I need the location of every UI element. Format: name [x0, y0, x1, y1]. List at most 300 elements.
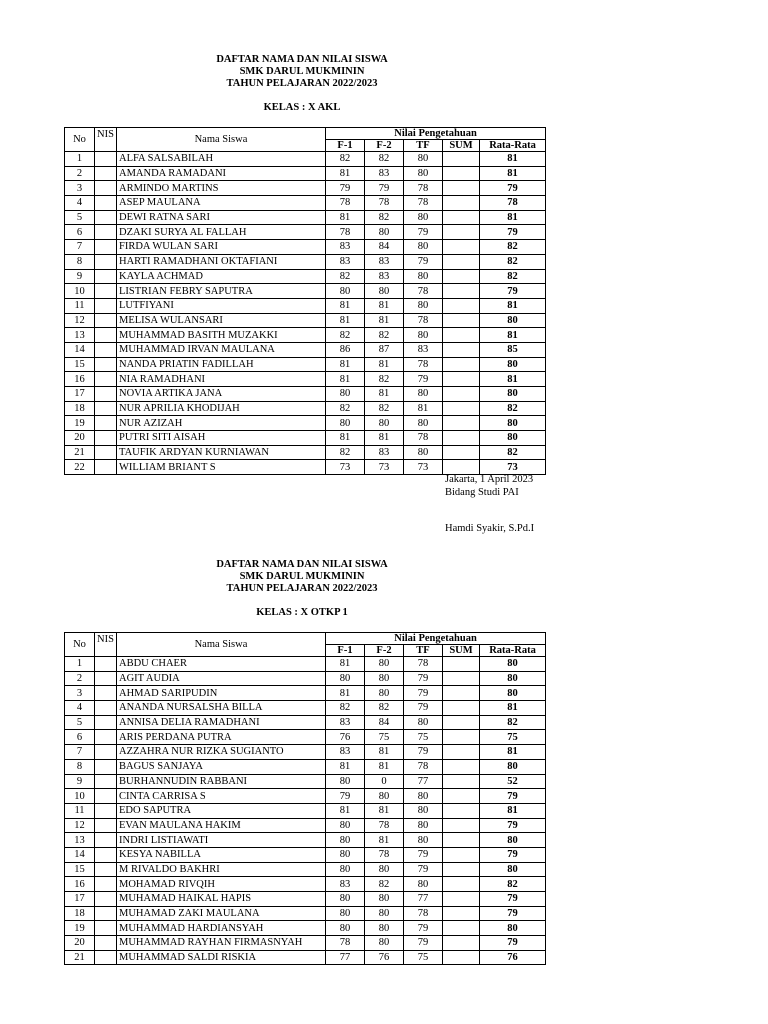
cell-no: 18	[65, 401, 95, 416]
cell-student-name: EVAN MAULANA HAKIM	[117, 818, 326, 833]
cell-tf: 79	[404, 225, 443, 240]
cell-f2: 80	[365, 416, 404, 431]
cell-student-name: KAYLA ACHMAD	[117, 269, 326, 284]
cell-f1: 81	[326, 210, 365, 225]
cell-no: 11	[65, 298, 95, 313]
cell-f2: 83	[365, 269, 404, 284]
cell-sum	[443, 774, 480, 789]
cell-tf: 80	[404, 210, 443, 225]
cell-tf: 83	[404, 342, 443, 357]
cell-rata: 79	[480, 225, 546, 240]
cell-no: 15	[65, 862, 95, 877]
doc2-title-line2: SMK DARUL MUKMININ	[239, 571, 365, 582]
header-sum: SUM	[443, 645, 480, 657]
cell-f2: 83	[365, 254, 404, 269]
cell-nis	[95, 789, 117, 804]
cell-rata: 78	[480, 196, 546, 211]
cell-f2: 82	[365, 152, 404, 167]
cell-nis	[95, 152, 117, 167]
cell-student-name: ABDU CHAER	[117, 657, 326, 672]
cell-f1: 83	[326, 240, 365, 255]
cell-tf: 80	[404, 416, 443, 431]
cell-student-name: MOHAMAD RIVQIH	[117, 877, 326, 892]
cell-rata: 79	[480, 847, 546, 862]
cell-f2: 80	[365, 906, 404, 921]
cell-student-name: MUHAMMAD HARDIANSYAH	[117, 921, 326, 936]
cell-no: 19	[65, 921, 95, 936]
cell-no: 18	[65, 906, 95, 921]
cell-rata: 76	[480, 950, 546, 965]
cell-rata: 81	[480, 298, 546, 313]
cell-student-name: M RIVALDO BAKHRI	[117, 862, 326, 877]
header-no: No	[65, 128, 95, 152]
cell-tf: 80	[404, 803, 443, 818]
cell-student-name: AGIT AUDIA	[117, 671, 326, 686]
table-row	[65, 210, 546, 225]
cell-sum	[443, 240, 480, 255]
table-row	[65, 298, 546, 313]
cell-f2: 83	[365, 166, 404, 181]
table-row	[65, 372, 546, 387]
cell-f2: 81	[365, 387, 404, 402]
cell-nis	[95, 774, 117, 789]
table-row	[65, 196, 546, 211]
cell-student-name: WILLIAM BRIANT S	[117, 460, 326, 475]
header-no: No	[65, 633, 95, 657]
table-row	[65, 431, 546, 446]
cell-no: 10	[65, 789, 95, 804]
cell-rata: 85	[480, 342, 546, 357]
cell-no: 20	[65, 936, 95, 951]
cell-no: 12	[65, 313, 95, 328]
cell-nis	[95, 196, 117, 211]
cell-student-name: LUTFIYANI	[117, 298, 326, 313]
cell-rata: 80	[480, 387, 546, 402]
cell-sum	[443, 730, 480, 745]
header-f2: F-2	[365, 645, 404, 657]
cell-no: 2	[65, 671, 95, 686]
cell-rata: 82	[480, 877, 546, 892]
cell-f2: 80	[365, 686, 404, 701]
header-nis: NIS	[95, 633, 117, 657]
cell-sum	[443, 671, 480, 686]
doc2-grade-table	[64, 632, 546, 965]
cell-nis	[95, 269, 117, 284]
cell-f2: 80	[365, 671, 404, 686]
cell-tf: 78	[404, 196, 443, 211]
cell-tf: 79	[404, 936, 443, 951]
cell-tf: 81	[404, 401, 443, 416]
table-row	[65, 254, 546, 269]
cell-nis	[95, 298, 117, 313]
header-rata: Rata-Rata	[480, 645, 546, 657]
cell-sum	[443, 152, 480, 167]
table-row	[65, 921, 546, 936]
doc1-signer: Hamdi Syakir, S.Pd.I	[445, 523, 535, 534]
header-f2: F-2	[365, 140, 404, 152]
cell-nis	[95, 833, 117, 848]
cell-f2: 80	[365, 892, 404, 907]
cell-nis	[95, 657, 117, 672]
cell-sum	[443, 701, 480, 716]
cell-sum	[443, 803, 480, 818]
cell-student-name: CINTA CARRISA S	[117, 789, 326, 804]
cell-student-name: EDO SAPUTRA	[117, 803, 326, 818]
cell-rata: 79	[480, 284, 546, 299]
cell-rata: 80	[480, 686, 546, 701]
cell-sum	[443, 196, 480, 211]
cell-no: 1	[65, 657, 95, 672]
cell-rata: 81	[480, 166, 546, 181]
header-nis: NIS	[95, 128, 117, 152]
cell-f1: 78	[326, 936, 365, 951]
cell-nis	[95, 328, 117, 343]
cell-f1: 82	[326, 445, 365, 460]
cell-f1: 83	[326, 715, 365, 730]
cell-tf: 80	[404, 789, 443, 804]
cell-f1: 80	[326, 847, 365, 862]
doc1-title-line3: TAHUN PELAJARAN 2022/2023	[226, 78, 378, 89]
cell-no: 2	[65, 166, 95, 181]
cell-nis	[95, 401, 117, 416]
cell-student-name: DZAKI SURYA AL FALLAH	[117, 225, 326, 240]
cell-nis	[95, 701, 117, 716]
cell-nis	[95, 357, 117, 372]
cell-f2: 80	[365, 862, 404, 877]
doc1-place-date: Jakarta, 1 April 2023	[445, 474, 534, 485]
cell-f1: 80	[326, 416, 365, 431]
header-rata: Rata-Rata	[480, 140, 546, 152]
doc2-title-line3: TAHUN PELAJARAN 2022/2023	[226, 583, 378, 594]
cell-nis	[95, 342, 117, 357]
cell-f1: 81	[326, 357, 365, 372]
cell-tf: 73	[404, 460, 443, 475]
cell-sum	[443, 284, 480, 299]
cell-f2: 81	[365, 431, 404, 446]
cell-f2: 80	[365, 789, 404, 804]
cell-sum	[443, 313, 480, 328]
cell-rata: 73	[480, 460, 546, 475]
doc1-class-label: KELAS : X AKL	[263, 102, 341, 113]
cell-nis	[95, 387, 117, 402]
cell-f1: 79	[326, 789, 365, 804]
header-tf: TF	[404, 140, 443, 152]
cell-no: 16	[65, 372, 95, 387]
cell-sum	[443, 892, 480, 907]
cell-tf: 80	[404, 818, 443, 833]
table-row	[65, 774, 546, 789]
cell-tf: 80	[404, 877, 443, 892]
cell-tf: 80	[404, 240, 443, 255]
cell-f2: 81	[365, 298, 404, 313]
cell-tf: 80	[404, 152, 443, 167]
cell-tf: 78	[404, 906, 443, 921]
cell-tf: 75	[404, 950, 443, 965]
cell-tf: 77	[404, 892, 443, 907]
cell-rata: 81	[480, 745, 546, 760]
cell-no: 3	[65, 686, 95, 701]
cell-sum	[443, 818, 480, 833]
cell-nis	[95, 225, 117, 240]
cell-rata: 82	[480, 401, 546, 416]
cell-tf: 78	[404, 357, 443, 372]
cell-no: 20	[65, 431, 95, 446]
cell-student-name: NUR APRILIA KHODIJAH	[117, 401, 326, 416]
cell-f2: 82	[365, 401, 404, 416]
cell-sum	[443, 745, 480, 760]
cell-f1: 82	[326, 269, 365, 284]
table-row	[65, 877, 546, 892]
cell-sum	[443, 225, 480, 240]
cell-no: 9	[65, 269, 95, 284]
cell-f2: 82	[365, 877, 404, 892]
cell-no: 14	[65, 847, 95, 862]
cell-f1: 86	[326, 342, 365, 357]
cell-no: 16	[65, 877, 95, 892]
cell-sum	[443, 833, 480, 848]
table-row	[65, 657, 546, 672]
cell-student-name: MUHAMMAD BASITH MUZAKKI	[117, 328, 326, 343]
cell-rata: 82	[480, 269, 546, 284]
cell-student-name: FIRDA WULAN SARI	[117, 240, 326, 255]
table-row	[65, 387, 546, 402]
table-row	[65, 715, 546, 730]
cell-student-name: MUHAMAD ZAKI MAULANA	[117, 906, 326, 921]
cell-nis	[95, 892, 117, 907]
cell-student-name: AHMAD SARIPUDIN	[117, 686, 326, 701]
cell-f2: 78	[365, 196, 404, 211]
cell-f1: 81	[326, 759, 365, 774]
table-row	[65, 357, 546, 372]
cell-rata: 81	[480, 701, 546, 716]
cell-f2: 80	[365, 284, 404, 299]
cell-rata: 80	[480, 759, 546, 774]
header-sum: SUM	[443, 140, 480, 152]
cell-nis	[95, 372, 117, 387]
cell-student-name: ALFA SALSABILAH	[117, 152, 326, 167]
cell-student-name: PUTRI SITI AISAH	[117, 431, 326, 446]
cell-no: 7	[65, 745, 95, 760]
cell-sum	[443, 921, 480, 936]
cell-sum	[443, 789, 480, 804]
cell-rata: 81	[480, 803, 546, 818]
cell-student-name: NUR AZIZAH	[117, 416, 326, 431]
cell-tf: 78	[404, 284, 443, 299]
cell-student-name: AZZAHRA NUR RIZKA SUGIANTO	[117, 745, 326, 760]
cell-tf: 80	[404, 833, 443, 848]
cell-rata: 79	[480, 936, 546, 951]
cell-sum	[443, 950, 480, 965]
cell-rata: 81	[480, 372, 546, 387]
cell-f1: 80	[326, 671, 365, 686]
cell-student-name: HARTI RAMADHANI OKTAFIANI	[117, 254, 326, 269]
cell-f2: 76	[365, 950, 404, 965]
table-row	[65, 862, 546, 877]
cell-f1: 80	[326, 892, 365, 907]
cell-no: 5	[65, 715, 95, 730]
cell-student-name: ANNISA DELIA RAMADHANI	[117, 715, 326, 730]
cell-nis	[95, 240, 117, 255]
doc2-class-label: KELAS : X OTKP 1	[256, 607, 348, 618]
cell-rata: 80	[480, 657, 546, 672]
cell-f2: 80	[365, 921, 404, 936]
cell-student-name: NOVIA ARTIKA JANA	[117, 387, 326, 402]
cell-rata: 80	[480, 862, 546, 877]
cell-f1: 81	[326, 166, 365, 181]
cell-f1: 81	[326, 313, 365, 328]
cell-no: 21	[65, 950, 95, 965]
cell-tf: 79	[404, 254, 443, 269]
cell-student-name: LISTRIAN FEBRY SAPUTRA	[117, 284, 326, 299]
table-row	[65, 401, 546, 416]
cell-rata: 81	[480, 210, 546, 225]
cell-f2: 84	[365, 715, 404, 730]
cell-tf: 80	[404, 166, 443, 181]
cell-f2: 81	[365, 313, 404, 328]
cell-no: 6	[65, 225, 95, 240]
cell-no: 8	[65, 254, 95, 269]
cell-nis	[95, 818, 117, 833]
header-f1: F-1	[326, 645, 365, 657]
cell-nis	[95, 166, 117, 181]
cell-sum	[443, 715, 480, 730]
cell-rata: 82	[480, 715, 546, 730]
cell-no: 5	[65, 210, 95, 225]
cell-rata: 79	[480, 181, 546, 196]
cell-sum	[443, 431, 480, 446]
cell-tf: 80	[404, 269, 443, 284]
cell-no: 3	[65, 181, 95, 196]
cell-student-name: DEWI RATNA SARI	[117, 210, 326, 225]
header-f1: F-1	[326, 140, 365, 152]
cell-no: 17	[65, 387, 95, 402]
cell-no: 6	[65, 730, 95, 745]
cell-student-name: TAUFIK ARDYAN KURNIAWAN	[117, 445, 326, 460]
table-row	[65, 892, 546, 907]
doc1-title-line2: SMK DARUL MUKMININ	[239, 66, 365, 77]
cell-rata: 79	[480, 892, 546, 907]
cell-no: 17	[65, 892, 95, 907]
cell-tf: 75	[404, 730, 443, 745]
cell-f2: 0	[365, 774, 404, 789]
cell-f1: 80	[326, 921, 365, 936]
cell-sum	[443, 657, 480, 672]
cell-nis	[95, 803, 117, 818]
cell-sum	[443, 298, 480, 313]
cell-sum	[443, 210, 480, 225]
cell-rata: 75	[480, 730, 546, 745]
cell-sum	[443, 166, 480, 181]
cell-f2: 80	[365, 225, 404, 240]
cell-sum	[443, 357, 480, 372]
cell-nis	[95, 181, 117, 196]
cell-tf: 79	[404, 372, 443, 387]
cell-tf: 79	[404, 686, 443, 701]
cell-student-name: MELISA WULANSARI	[117, 313, 326, 328]
cell-no: 12	[65, 818, 95, 833]
cell-no: 4	[65, 701, 95, 716]
header-name: Nama Siswa	[117, 128, 326, 152]
cell-tf: 80	[404, 298, 443, 313]
doc1-title-line1: DAFTAR NAMA DAN NILAI SISWA	[216, 54, 388, 65]
cell-f1: 82	[326, 701, 365, 716]
cell-nis	[95, 460, 117, 475]
table-row	[65, 166, 546, 181]
cell-student-name: ARMINDO MARTINS	[117, 181, 326, 196]
table-row	[65, 225, 546, 240]
cell-nis	[95, 877, 117, 892]
cell-no: 22	[65, 460, 95, 475]
table-row	[65, 701, 546, 716]
header-nilai-group: Nilai Pengetahuan	[326, 128, 546, 140]
cell-tf: 80	[404, 328, 443, 343]
cell-no: 19	[65, 416, 95, 431]
doc2-title-line1: DAFTAR NAMA DAN NILAI SISWA	[216, 559, 388, 570]
cell-student-name: BAGUS SANJAYA	[117, 759, 326, 774]
cell-no: 11	[65, 803, 95, 818]
cell-f1: 81	[326, 803, 365, 818]
cell-f1: 83	[326, 745, 365, 760]
cell-f1: 83	[326, 254, 365, 269]
cell-sum	[443, 416, 480, 431]
cell-sum	[443, 401, 480, 416]
cell-tf: 80	[404, 387, 443, 402]
cell-f2: 81	[365, 357, 404, 372]
cell-tf: 78	[404, 181, 443, 196]
cell-f1: 80	[326, 833, 365, 848]
cell-tf: 79	[404, 847, 443, 862]
cell-f2: 75	[365, 730, 404, 745]
cell-tf: 79	[404, 701, 443, 716]
cell-f2: 81	[365, 759, 404, 774]
cell-nis	[95, 671, 117, 686]
cell-f1: 81	[326, 298, 365, 313]
table-row	[65, 181, 546, 196]
cell-student-name: MUHAMMAD IRVAN MAULANA	[117, 342, 326, 357]
cell-f1: 81	[326, 686, 365, 701]
cell-f1: 80	[326, 284, 365, 299]
cell-nis	[95, 416, 117, 431]
cell-f2: 82	[365, 701, 404, 716]
cell-tf: 78	[404, 759, 443, 774]
cell-f1: 81	[326, 431, 365, 446]
cell-tf: 79	[404, 671, 443, 686]
cell-nis	[95, 862, 117, 877]
cell-nis	[95, 921, 117, 936]
cell-f1: 81	[326, 372, 365, 387]
cell-nis	[95, 759, 117, 774]
cell-no: 14	[65, 342, 95, 357]
cell-sum	[443, 387, 480, 402]
cell-rata: 80	[480, 416, 546, 431]
cell-no: 10	[65, 284, 95, 299]
cell-f2: 83	[365, 445, 404, 460]
cell-f1: 76	[326, 730, 365, 745]
table-row	[65, 313, 546, 328]
cell-no: 1	[65, 152, 95, 167]
cell-nis	[95, 284, 117, 299]
cell-f1: 78	[326, 196, 365, 211]
cell-f2: 78	[365, 818, 404, 833]
doc1-title	[200, 54, 404, 90]
cell-nis	[95, 950, 117, 965]
cell-sum	[443, 445, 480, 460]
cell-rata: 81	[480, 152, 546, 167]
cell-f1: 82	[326, 152, 365, 167]
cell-no: 15	[65, 357, 95, 372]
cell-tf: 79	[404, 745, 443, 760]
cell-nis	[95, 313, 117, 328]
